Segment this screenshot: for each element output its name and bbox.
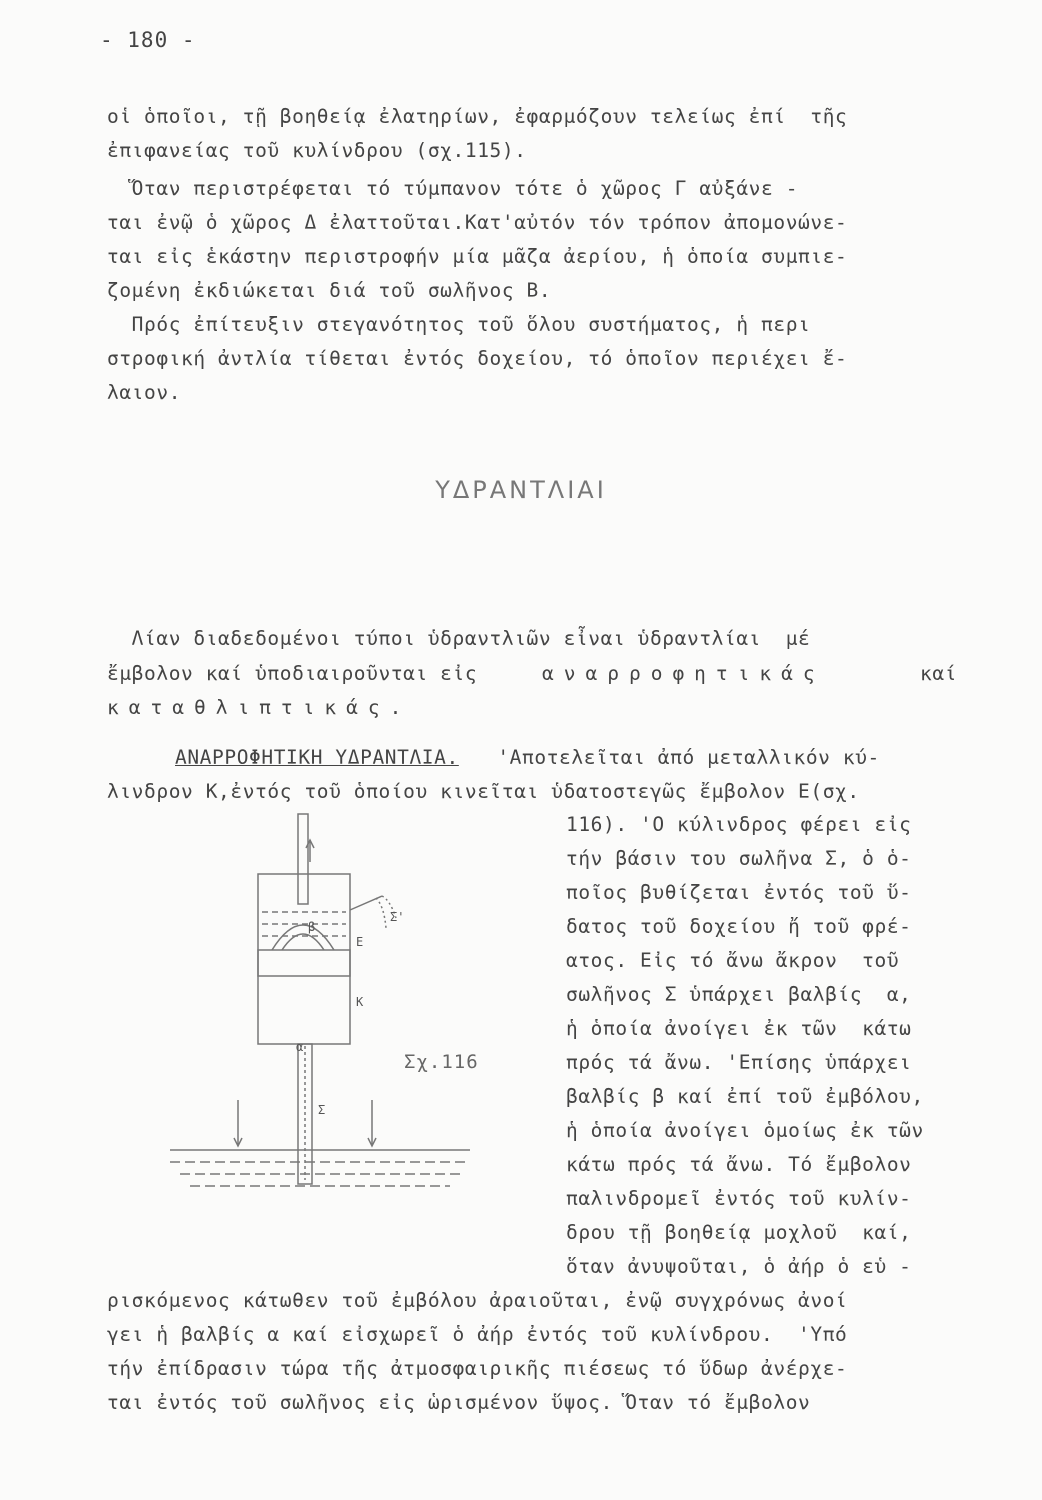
spaced-term: καταθλιπτικάς.	[107, 696, 412, 719]
figure-label: Ε	[356, 935, 364, 949]
text-line: ζομένη ἐκδιώκεται διά τοῦ σωλῆνος Β.	[107, 279, 552, 302]
text-line: 'Αποτελεῖται ἀπό μεταλλικόν κύ-	[485, 746, 880, 769]
figure-label: Σ	[318, 1103, 326, 1117]
text-line: Ὅταν περιστρέφεται τό τύμπανον τότε ὁ χῶρος Γ αὐξάνε -	[107, 177, 799, 200]
text-line: ἐπιφανείας τοῦ κυλίνδρου (σχ.115).	[107, 139, 527, 162]
piston-rod	[298, 814, 308, 904]
column-line: ὅταν ἀνυψοῦται, ὁ ἀήρ ὁ εὑ -	[566, 1255, 912, 1278]
column-line: βαλβίς β καί ἐπί τοῦ ἐμβόλου,	[566, 1085, 924, 1108]
text-line: ἔμβολον καί ὑποδιαιροῦνται εἰς	[107, 662, 478, 685]
spaced-term: αναρροφητικάς	[542, 662, 825, 685]
column-line: παλινδρομεῖ ἐντός τοῦ κυλίν-	[566, 1187, 912, 1210]
text-line: καί	[920, 662, 958, 685]
column-line: ἡ ὁποία ἀνοίγει ἐκ τῶν κάτω	[566, 1017, 912, 1040]
text-line: λαιον.	[107, 381, 182, 404]
piston	[258, 950, 350, 976]
text-line: Λίαν διαδεδομένοι τύποι ὑδραντλιῶν εἶναι ὑδραντλίαι μέ	[107, 627, 811, 650]
text-line: ται ἐντός τοῦ σωλῆνος εἰς ὡρισμένον ὕψος. Ὅταν τό ἔμβολον	[107, 1391, 811, 1414]
text-line: στροφική ἀντλία τίθεται ἐντός δοχείου, τό ὁποῖον περιέχει ἔ-	[107, 347, 848, 370]
column-line: πρός τά ἄνω. 'Επίσης ὑπάρχει	[566, 1051, 912, 1074]
text-line: ρισκόμενος κάτωθεν τοῦ ἐμβόλου ἀραιοῦται, ἐνῷ συγχρόνως ἀνοί	[107, 1289, 848, 1312]
figure-label: β	[308, 920, 316, 934]
text-line: γει ἡ βαλβίς α καί εἰσχωρεῖ ὁ ἀήρ ἐντός τοῦ κυλίνδρου. 'Υπό	[107, 1323, 848, 1346]
column-line: κάτω πρός τά ἄνω. Τό ἔμβολον	[566, 1153, 912, 1176]
page-number: - 180 -	[100, 28, 196, 52]
figure-caption: Σχ.116	[404, 1051, 479, 1073]
column-line: δρου τῇ βοηθείᾳ μοχλοῦ καί,	[566, 1221, 912, 1244]
column-line: ἡ ὁποία ἀνοίγει ὁμοίως ἐκ τῶν	[566, 1119, 924, 1142]
text-line: τήν ἐπίδρασιν τώρα τῆς ἀτμοσφαιρικῆς πιέσεως τό ὕδωρ ἀνέρχε-	[107, 1357, 848, 1380]
figure-label: Σ'	[390, 910, 405, 924]
cylinder	[258, 874, 350, 1044]
text-line: ται εἰς ἑκάστην περιστροφήν μία μᾶζα ἀερίου, ἡ ὁποία συμπιε-	[107, 245, 848, 268]
suction-pump-figure	[150, 800, 530, 1200]
figure-label: Κ	[356, 995, 364, 1009]
text-line: Πρός ἐπίτευξιν στεγανότητος τοῦ ὅλου συστήματος, ἡ περι	[107, 313, 811, 336]
column-line: 116). 'Ο κύλινδρος φέρει εἰς	[566, 813, 912, 836]
column-line: σωλῆνος Σ ὑπάρχει βαλβίς α,	[566, 983, 912, 1006]
text-line: λινδρον Κ,ἐντός τοῦ ὁποίου κινεῖται ὑδατοστεγῶς ἔμβολον Ε(σχ.	[107, 780, 860, 803]
section-heading: ΥΔΡΑΝΤΛΙΑΙ	[435, 476, 607, 504]
column-line: τήν βάσιν του σωλῆνα Σ, ὁ ὁ-	[566, 847, 912, 870]
figure-label: α	[296, 1040, 304, 1054]
text-line: ται ἐνῷ ὁ χῶρος Δ ἐλαττοῦται.Κατ'αὐτόν τόν τρόπον ἀπομονώνε-	[107, 211, 848, 234]
column-line: ποῖος βυθίζεται ἐντός τοῦ ὕ-	[566, 881, 912, 904]
column-line: δατος τοῦ δοχείου ἤ τοῦ φρέ-	[566, 915, 912, 938]
text-line: οἱ ὁποῖοι, τῇ βοηθείᾳ ἐλατηρίων, ἐφαρμόζουν τελείως ἐπί τῆς	[107, 105, 848, 128]
subheading: ΑΝΑΡΡΟΦΗΤΙΚΗ ΥΔΡΑΝΤΛΙΑ.	[175, 746, 459, 769]
column-line: ατος. Εἰς τό ἄνω ἄκρον τοῦ	[566, 949, 900, 972]
